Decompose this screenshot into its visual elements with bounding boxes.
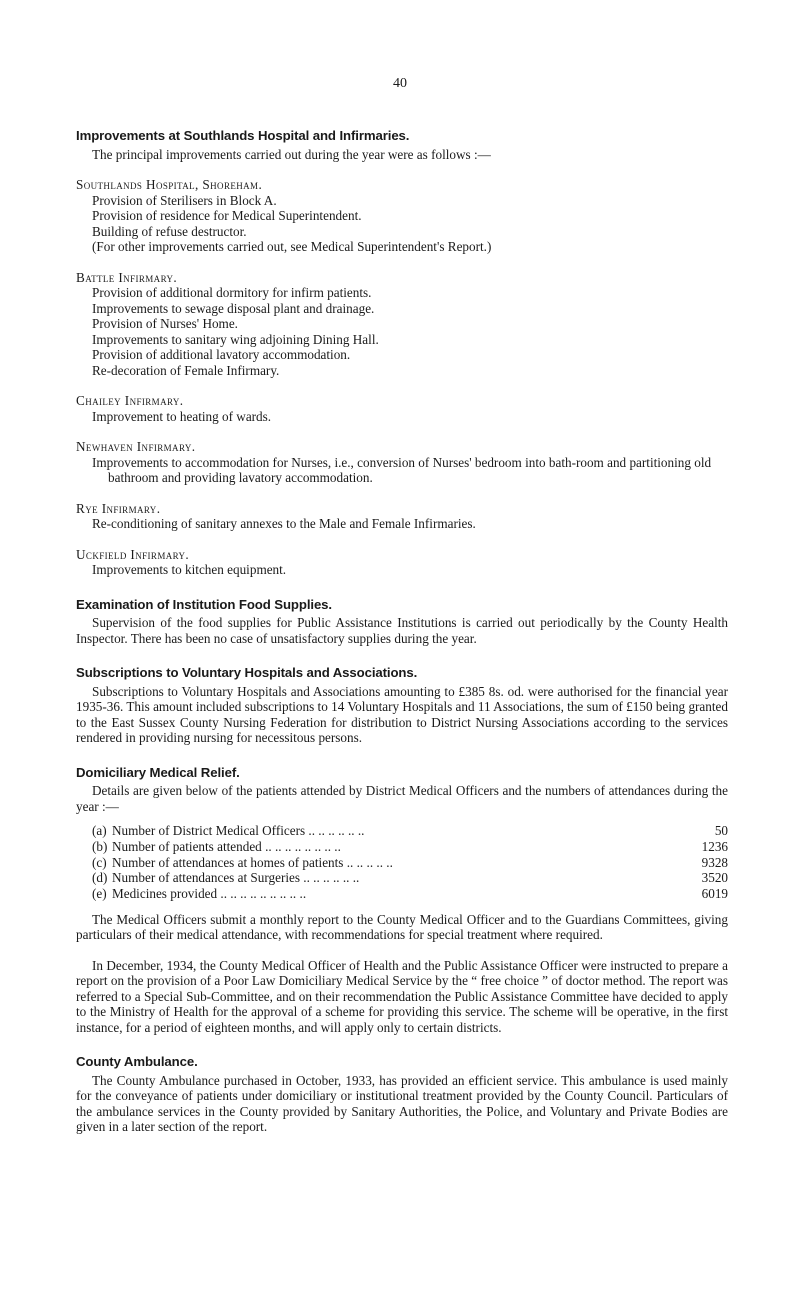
stat-value: 9328: [701, 854, 728, 870]
battle-name: Battle Infirmary.: [76, 269, 178, 285]
stat-value: 3520: [701, 870, 728, 886]
list-item: Provision of Nurses' Home.: [92, 316, 238, 331]
stat-label: Number of District Medical Officers .. .. .. .. .. ..: [112, 823, 365, 838]
stat-row: [92, 839, 728, 855]
page-content: [76, 128, 728, 1135]
rye-list: [76, 516, 728, 532]
list-item: Improvements to accommodation for Nurses, i.e., conversion of Nurses' bedroom into bath-room and partitioning old bathroom and providing lavatory accommodation.: [92, 454, 712, 485]
stat-value: 50: [714, 823, 728, 838]
uckfield-name: Uckfield Infirmary.: [76, 546, 190, 562]
stat-label: Number of attendances at Surgeries .. .. .. .. .. ..: [112, 870, 360, 886]
chailey-name: Chailey Infirmary.: [76, 393, 184, 408]
rye-name: Rye Infirmary.: [76, 500, 161, 516]
list-item: Re-decoration of Female Infirmary.: [92, 362, 280, 378]
domiciliary-heading: Domiciliary Medical Relief.: [76, 764, 240, 780]
list-item: Improvement to heating of wards.: [92, 408, 272, 424]
battle-list: [76, 285, 728, 378]
stat-letter: (c): [92, 854, 107, 870]
southlands-list: [76, 193, 728, 255]
improvements-intro: The principal improvements carried out during the year were as follows :—: [92, 146, 491, 162]
ambulance-heading: County Ambulance.: [76, 1054, 198, 1070]
subscriptions-heading: Subscriptions to Voluntary Hospitals and Associations.: [76, 665, 418, 680]
list-item: Provision of additional lavatory accommodation.: [92, 347, 351, 362]
newhaven-name: Newhaven Infirmary.: [76, 439, 196, 454]
list-item: Provision of Sterilisers in Block A.: [92, 192, 277, 208]
list-item: (For other improvements carried out, see Medical Superintendent's Report.): [92, 239, 492, 254]
domiciliary-para-1: The Medical Officers submit a monthly report to the County Medical Officer and to the Guardians Committees, giving particulars of their medical attendance, with recommendations for special treatment where required.: [76, 911, 728, 943]
stat-row: [92, 855, 728, 871]
stat-label: Medicines provided .. .. .. .. .. .. .. .. ..: [112, 886, 307, 902]
list-item: Provision of additional dormitory for infirm patients.: [92, 285, 372, 300]
stat-value: 1236: [701, 838, 728, 854]
list-item: Improvements to sewage disposal plant and drainage.: [92, 300, 375, 316]
list-item: Improvements to kitchen equipment.: [92, 562, 287, 577]
stat-letter: (d): [92, 870, 108, 886]
stat-letter: (a): [92, 823, 107, 838]
page-number: 40: [393, 76, 407, 91]
stat-row: [92, 823, 728, 839]
stat-label: Number of attendances at homes of patients .. .. .. .. ..: [112, 854, 393, 870]
ambulance-text: The County Ambulance purchased in October, 1933, has provided an efficient service. This ambulance is used mainly for the conveyance of patients under domiciliary or institutional treatment provided by the County Council. Particulars of the ambulance services in the County provided by Sanitary Authorities, the Police, and Voluntary and Private Bodies are given in a later section of the report.: [76, 1072, 728, 1135]
food-heading: Examination of Institution Food Supplies.: [76, 596, 332, 612]
subscriptions-text: Subscriptions to Voluntary Hospitals and Associations amounting to £385 8s. od. were authorised for the financial year 1935-36. This amount included subscriptions to 14 Voluntary Hospitals and 11 Associations, the sum of £150 being granted to the East Sussex County Nursing Federation for distribution to District Nursing Associations according to the services rendered in providing nursing for necessitous persons.: [76, 683, 728, 745]
list-item: Re-conditioning of sanitary annexes to the Male and Female Infirmaries.: [92, 516, 476, 531]
stat-row: [92, 886, 728, 902]
uckfield-list: [76, 562, 728, 578]
list-item: Building of refuse destructor.: [92, 223, 247, 239]
stat-letter: (e): [92, 886, 107, 902]
domiciliary-para-2: In December, 1934, the County Medical Officer of Health and the Public Assistance Officer were instructed to prepare a report on the provision of a Poor Law Domiciliary Medical Service by the “ free choice ” of doctor method. The report was referred to a Special Sub-Committee, and on their recommendation the Public Assistance Committee have decided to apply to the Ministry of Health for the approval of a scheme for providing this service. The scheme will be operative, in the first instance, for a period of eighteen months, and will apply only to certain districts.: [76, 957, 728, 1035]
newhaven-list: [76, 455, 728, 486]
stat-row: [92, 870, 728, 886]
southlands-name: Southlands Hospital, Shoreham.: [76, 177, 263, 192]
list-item: Improvements to sanitary wing adjoining Dining Hall.: [92, 331, 379, 347]
stat-value: 6019: [701, 886, 728, 902]
attendance-stats: [76, 823, 728, 902]
list-item: Provision of residence for Medical Superintendent.: [92, 208, 362, 223]
stat-label: Number of patients attended .. .. .. .. .. .. .. ..: [112, 838, 341, 854]
domiciliary-intro: Details are given below of the patients attended by District Medical Officers and the numbers of attendances during the year :—: [76, 783, 728, 814]
food-text: Supervision of the food supplies for Public Assistance Institutions is carried out periodically by the County Health Inspector. There has been no case of unsatisfactory supplies during the year.: [76, 615, 728, 646]
improvements-heading: Improvements at Southlands Hospital and Infirmaries.: [76, 128, 410, 143]
chailey-list: [76, 409, 728, 425]
stat-letter: (b): [92, 838, 108, 854]
